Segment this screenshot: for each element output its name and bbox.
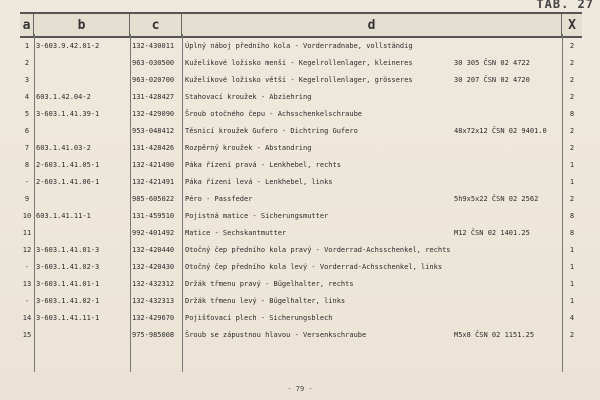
table-row <box>20 242 582 259</box>
part-description: Držák třmenu levý - Bügelhalter, links <box>185 297 346 305</box>
table-row <box>20 140 582 157</box>
position-number: 3 <box>24 76 30 84</box>
drawing-number: 3-603.1.41.02-1 <box>36 297 100 305</box>
position-number: - <box>24 297 30 305</box>
table-row <box>20 310 582 327</box>
quantity: 8 <box>569 110 575 118</box>
quantity: 2 <box>569 59 575 67</box>
standard-spec: M12 ČSN 02 1401.25 <box>454 229 530 237</box>
position-number: 1 <box>24 42 30 50</box>
position-number: 6 <box>24 127 30 135</box>
table-row <box>20 106 582 123</box>
part-code: 132-430011 <box>132 42 175 50</box>
part-description: Otočný čep předního kola pravý - Vorderrad-Achsschenkel, rechts <box>185 246 451 254</box>
part-code: 131-428427 <box>132 93 175 101</box>
standard-spec: 48x72x12 ČSN 02 9401.0 <box>454 127 547 135</box>
quantity: 2 <box>569 93 575 101</box>
table-row <box>20 259 582 276</box>
table-row <box>20 276 582 293</box>
quantity: 2 <box>569 76 575 84</box>
part-code: 132-429670 <box>132 314 175 322</box>
quantity: 1 <box>569 297 575 305</box>
part-code: 132-420440 <box>132 246 175 254</box>
position-number: 8 <box>24 161 30 169</box>
part-description: Péro - Passfeder <box>185 195 253 203</box>
part-description: Otočný čep předního kola levý - Vorderrad-Achsschenkel, links <box>185 263 443 271</box>
part-description: Matice - Sechskantmutter <box>185 229 287 237</box>
position-number: 7 <box>24 144 30 152</box>
quantity: 2 <box>569 195 575 203</box>
drawing-number: 3-603.9.42.01-2 <box>36 42 100 50</box>
part-description: Páka řízení pravá - Lenkhebel, rechts <box>185 161 341 169</box>
header-col-a: a <box>20 14 34 36</box>
part-code: 132-421490 <box>132 161 175 169</box>
part-description: Úplný náboj předního kola - Vorderradnabe, vollständig <box>185 42 413 50</box>
part-description: Těsnicí kroužek Gufero - Dichtring Gufero <box>185 127 358 135</box>
table-row <box>20 208 582 225</box>
page-number: - 79 - <box>287 385 313 393</box>
position-number: 10 <box>22 212 32 220</box>
part-code: 963-020700 <box>132 76 175 84</box>
part-description: Pojistná matice - Sicherungsmutter <box>185 212 329 220</box>
quantity: 1 <box>569 246 575 254</box>
part-description: Pojišťovací plech - Sicherungsblech <box>185 314 333 322</box>
header-col-d: d <box>182 14 562 36</box>
drawing-number: 2-603.1.41.06-1 <box>36 178 100 186</box>
position-number: 2 <box>24 59 30 67</box>
drawing-number: 3-603.1.41.01-3 <box>36 246 100 254</box>
position-number: 11 <box>22 229 32 237</box>
standard-spec: 30 305 ČSN 02 4722 <box>454 59 530 67</box>
drawing-number: 603.1.42.04-2 <box>36 93 91 101</box>
standard-spec: M5x8 ČSN 02 1151.25 <box>454 331 535 339</box>
position-number: 12 <box>22 246 32 254</box>
quantity: 8 <box>569 212 575 220</box>
part-description: Rozpěrný kroužek - Abstandring <box>185 144 312 152</box>
quantity: 1 <box>569 178 575 186</box>
table-body <box>20 34 582 372</box>
quantity: 2 <box>569 331 575 339</box>
part-description: Kuželíkové ložisko menší - Kegelrollenlager, kleineres <box>185 59 413 67</box>
table-row <box>20 157 582 174</box>
part-description: Páka řízení levá - Lenkhebel, links <box>185 178 333 186</box>
position-number: - <box>24 178 30 186</box>
part-code: 975-985008 <box>132 331 175 339</box>
drawing-number: 3-603.1.41.02-3 <box>36 263 100 271</box>
position-number: - <box>24 263 30 271</box>
position-number: 4 <box>24 93 30 101</box>
standard-spec: 30 207 ČSN 02 4720 <box>454 76 530 84</box>
table-row <box>20 38 582 55</box>
part-code: 132-432312 <box>132 280 175 288</box>
part-description: Stahovací kroužek - Abziehring <box>185 93 312 101</box>
header-col-b: b <box>34 14 130 36</box>
standard-spec: 5h9x5x22 ČSN 02 2562 <box>454 195 539 203</box>
drawing-number: 2-603.1.41.05-1 <box>36 161 100 169</box>
part-code: 132-432313 <box>132 297 175 305</box>
table-row <box>20 123 582 140</box>
part-code: 992-401492 <box>132 229 175 237</box>
table-row <box>20 174 582 191</box>
part-description: Kuželíkové ložisko větší - Kegelrollenlager, grösseres <box>185 76 413 84</box>
header-col-c: c <box>130 14 182 36</box>
part-code: 985-605022 <box>132 195 175 203</box>
table-row <box>20 55 582 72</box>
quantity: 2 <box>569 127 575 135</box>
table-row <box>20 191 582 208</box>
position-number: 14 <box>22 314 32 322</box>
table-row <box>20 327 582 344</box>
part-code: 132-429090 <box>132 110 175 118</box>
part-code: 131-459510 <box>132 212 175 220</box>
table-row <box>20 89 582 106</box>
drawing-number: 3-603.1.41.01-1 <box>36 280 100 288</box>
drawing-number: 603.1.41.11-1 <box>36 212 91 220</box>
position-number: 15 <box>22 331 32 339</box>
drawing-number: 3-603.1.41.11-1 <box>36 314 100 322</box>
table-row <box>20 293 582 310</box>
part-description: Šroub se zápustnou hlavou - Versenkschraube <box>185 331 367 339</box>
quantity: 1 <box>569 280 575 288</box>
quantity: 4 <box>569 314 575 322</box>
drawing-number: 603.1.41.03-2 <box>36 144 91 152</box>
header-col-x: X <box>568 17 576 33</box>
quantity: 2 <box>569 42 575 50</box>
position-number: 13 <box>22 280 32 288</box>
position-number: 9 <box>24 195 30 203</box>
part-code: 953-048412 <box>132 127 175 135</box>
quantity: 1 <box>569 263 575 271</box>
table-row <box>20 72 582 89</box>
quantity: 2 <box>569 144 575 152</box>
tab-label: TAB. 27 <box>536 0 594 11</box>
drawing-number: 3-603.1.41.39-1 <box>36 110 100 118</box>
position-number: 5 <box>24 110 30 118</box>
quantity: 8 <box>569 229 575 237</box>
part-description: Šroub otočného čepu - Achsschenkelschraube <box>185 110 363 118</box>
quantity: 1 <box>569 161 575 169</box>
part-code: 963-030500 <box>132 59 175 67</box>
part-code: 132-421491 <box>132 178 175 186</box>
part-code: 132-420430 <box>132 263 175 271</box>
table-row <box>20 225 582 242</box>
part-description: Držák třmenu pravý - Bügelhalter, rechts <box>185 280 354 288</box>
part-code: 131-428426 <box>132 144 175 152</box>
